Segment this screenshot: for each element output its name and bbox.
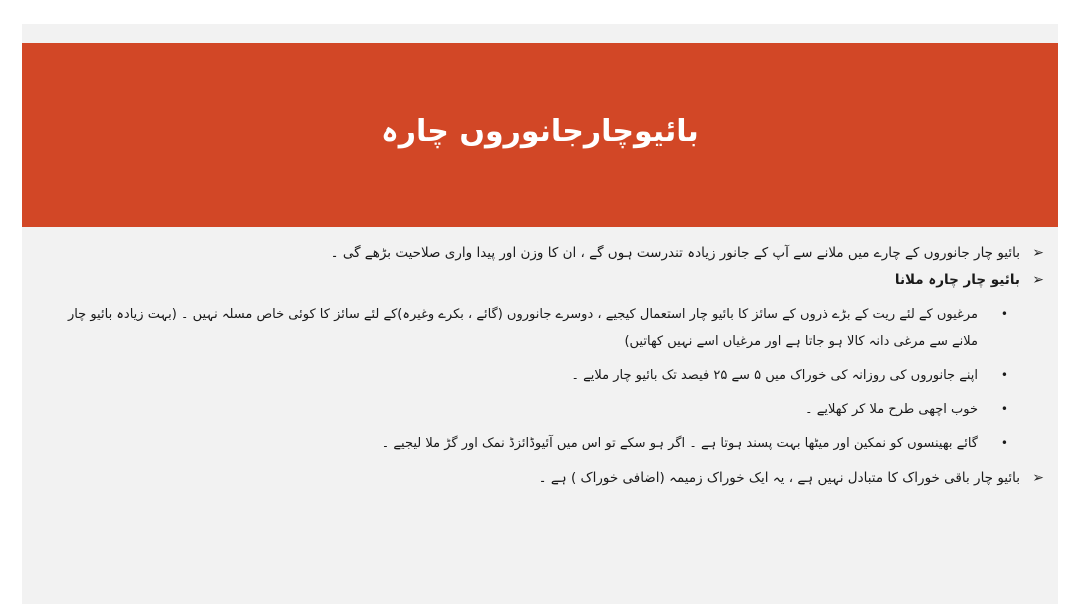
intro-text: بائیو چار جانوروں کے چارے میں ملانے سے آپ کے جانور زیادہ تندرست ہوں گے ، ان کا وزن اور پیدا واری صلاحیت بڑھے گی ۔ — [330, 245, 1020, 261]
arrow-bullet-icon: ➢ — [1032, 470, 1044, 486]
closing-row — [52, 465, 1044, 492]
section-heading: بائیو چار چارہ ملانا — [894, 272, 1020, 288]
list-item — [52, 396, 1044, 423]
bullet-text: مرغیوں کے لئے ریت کے بڑے ذروں کے سائز کا بائیو چار استعمال کیجیے ، دوسرے جانوروں (گائے ، بکرے وغیرہ)کے لئے سائز کا کوئی خاص مسلہ نہیں ۔ (بہت زیادہ بائیو چار ملانے سے مرغی دانہ کالا ہو جاتا ہے اور مرغیاں اسے نہیں کھاتیں) — [67, 307, 978, 349]
dot-bullet-icon: • — [1000, 368, 1008, 382]
bullet-text: گائے بھینسوں کو نمکین اور میٹھا بہت پسند ہوتا ہے ۔ اگر ہو سکے تو اس میں آئیوڈائزڈ نمک اور گڑ ملا لیجیے ۔ — [381, 436, 978, 451]
list-item — [52, 362, 1044, 389]
dot-bullet-icon: • — [1000, 307, 1008, 321]
slide-content — [52, 240, 1044, 492]
arrow-bullet-icon: ➢ — [1032, 272, 1044, 288]
list-item — [52, 301, 1044, 355]
slide — [22, 24, 1058, 604]
title-band — [22, 43, 1058, 227]
closing-text: بائیو چار باقی خوراک کا متبادل نہیں ہے ، یہ ایک خوراک زمیمہ (اضافی خوراک ) ہے ۔ — [538, 470, 1020, 486]
bullet-text: اپنے جانوروں کی روزانہ کی خوراک میں ۵ سے ۲۵ فیصد تک بائیو چار ملایے ۔ — [571, 368, 978, 383]
dot-bullet-icon: • — [1000, 402, 1008, 416]
list-item — [52, 430, 1044, 457]
section-heading-row — [52, 267, 1044, 294]
slide-title: بائیوچارجانوروں چارہ — [381, 113, 699, 149]
intro-row — [52, 240, 1044, 267]
dot-bullet-icon: • — [1000, 436, 1008, 450]
bullet-text: خوب اچھی طرح ملا کر کھلایے ۔ — [804, 402, 978, 417]
arrow-bullet-icon: ➢ — [1032, 245, 1044, 261]
